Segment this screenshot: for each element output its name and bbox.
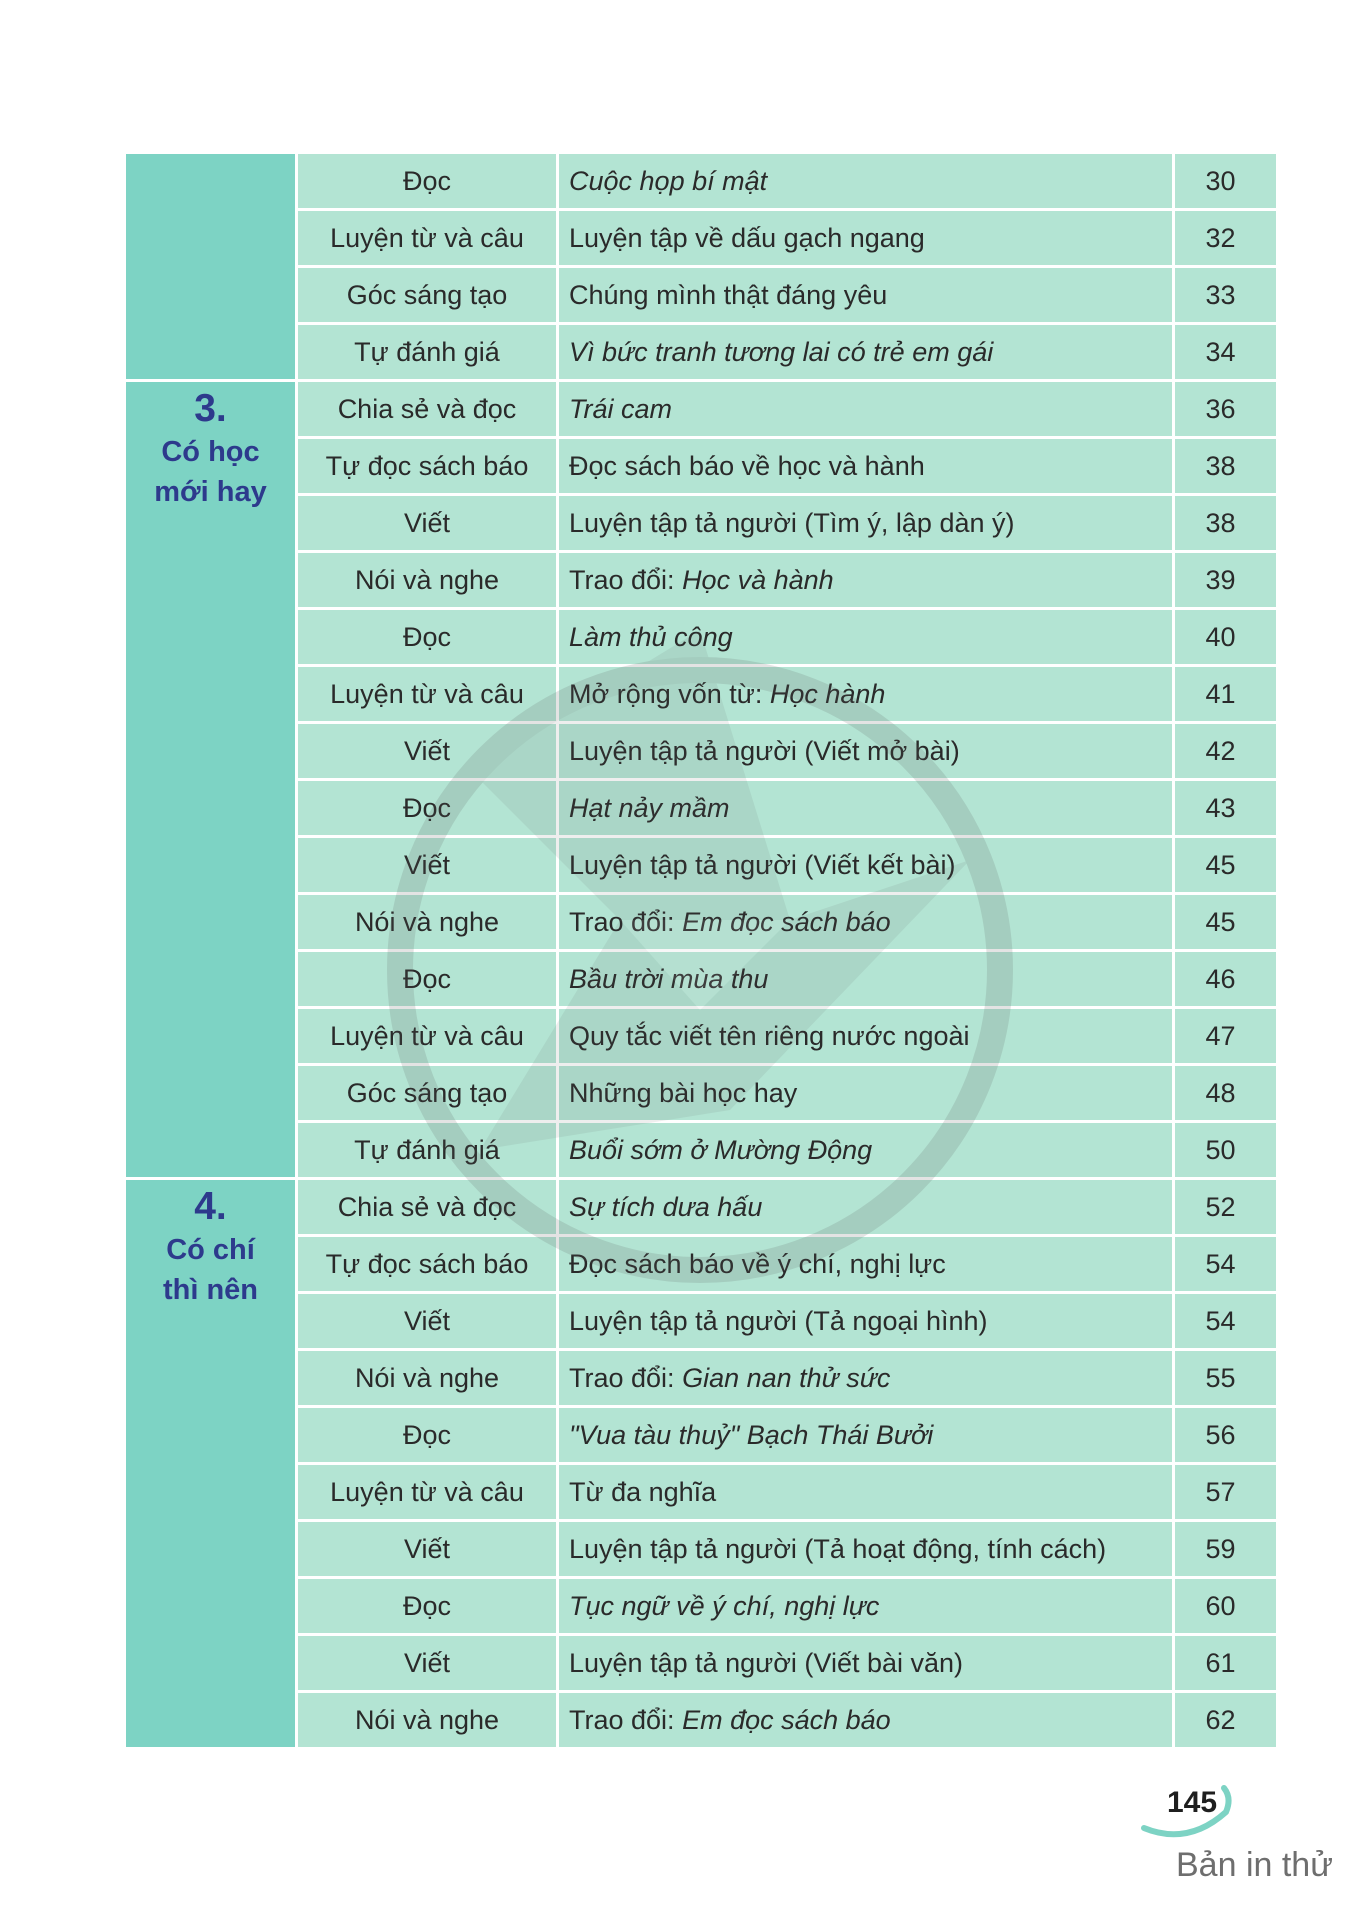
unit-title: Có chí thì nên: [162, 1234, 259, 1306]
lesson-type: Góc sáng tạo: [298, 268, 559, 322]
lesson-list: [298, 1180, 1276, 1747]
lesson-type: Luyện từ và câu: [298, 211, 559, 265]
lesson-title: [559, 1294, 1175, 1348]
lesson-title: [559, 1522, 1175, 1576]
lesson-title: [559, 1579, 1175, 1633]
page-number: 145: [1166, 1786, 1218, 1819]
lesson-page: 36: [1205, 394, 1236, 424]
lesson-title: [559, 667, 1175, 721]
lesson-title: [559, 610, 1175, 664]
lesson-page: 50: [1205, 1135, 1236, 1165]
lesson-title-italic: Bầu trời mùa thu: [569, 964, 769, 994]
draft-label: Bản in thử: [1176, 1846, 1333, 1884]
lesson-type: Viết: [298, 1294, 559, 1348]
lesson-row: [298, 1294, 1276, 1351]
table-of-contents: [126, 154, 1276, 1747]
lesson-page: 47: [1205, 1021, 1236, 1051]
lesson-type: Tự đánh giá: [298, 1123, 559, 1177]
lesson-row: [298, 1351, 1276, 1408]
lesson-type: Chia sẻ và đọc: [298, 1180, 559, 1234]
lesson-page: 38: [1205, 451, 1236, 481]
lesson-row: [298, 154, 1276, 211]
lesson-row: [298, 496, 1276, 553]
lesson-title-plain: Đọc sách báo về ý chí, nghị lực: [569, 1249, 946, 1279]
lesson-title-plain: Luyện tập tả người (Tả hoạt động, tính cách): [569, 1534, 1107, 1564]
lesson-title: [559, 1693, 1175, 1747]
lesson-title-italic: Em đọc sách báo: [682, 1705, 891, 1735]
lesson-row: [298, 724, 1276, 781]
lesson-title-plain: Từ đa nghĩa: [569, 1477, 717, 1507]
lesson-page: 57: [1205, 1477, 1236, 1507]
lesson-row: [298, 1465, 1276, 1522]
lesson-page: 54: [1205, 1249, 1236, 1279]
lesson-row: [298, 667, 1276, 724]
lesson-type: Tự đánh giá: [298, 325, 559, 379]
lesson-title: [559, 211, 1175, 265]
lesson-page: 52: [1205, 1192, 1236, 1222]
lesson-title-plain: Trao đổi:: [569, 1363, 683, 1393]
lesson-title-plain: Luyện tập về dấu gạch ngang: [569, 223, 925, 253]
lesson-type: Đọc: [298, 781, 559, 835]
lesson-title: [559, 1180, 1175, 1234]
unit-section: [126, 382, 1276, 1180]
unit-cell: [126, 382, 298, 1177]
unit-title: Có học mới hay: [154, 436, 267, 508]
lesson-title-plain: Mở rộng vốn từ:: [569, 679, 770, 709]
lesson-type: Nói và nghe: [298, 1351, 559, 1405]
lesson-page: 40: [1205, 622, 1236, 652]
lesson-title-plain: Luyện tập tả người (Viết bài văn): [569, 1648, 964, 1678]
lesson-page: 55: [1205, 1363, 1236, 1393]
lesson-type: Đọc: [298, 952, 559, 1006]
unit-cell: [126, 1180, 298, 1747]
lesson-title-italic: Sự tích dưa hấu: [569, 1192, 763, 1222]
lesson-type: Nói và nghe: [298, 1693, 559, 1747]
lesson-row: [298, 1066, 1276, 1123]
lesson-title-italic: Buổi sớm ở Mường Động: [569, 1135, 873, 1165]
lesson-page: 32: [1205, 223, 1236, 253]
lesson-row: [298, 553, 1276, 610]
lesson-page: 34: [1205, 337, 1236, 367]
lesson-title-plain: Chúng mình thật đáng yêu: [569, 280, 888, 310]
lesson-page: 30: [1205, 166, 1236, 196]
lesson-row: [298, 1522, 1276, 1579]
unit-section: [126, 1180, 1276, 1747]
lesson-type: Viết: [298, 838, 559, 892]
unit-number: 4.: [194, 1185, 227, 1228]
lesson-row: [298, 1408, 1276, 1465]
lesson-page: 48: [1205, 1078, 1236, 1108]
lesson-title: [559, 1636, 1175, 1690]
lesson-page: 60: [1205, 1591, 1236, 1621]
lesson-row: [298, 1579, 1276, 1636]
lesson-title: [559, 154, 1175, 208]
lesson-type: Tự đọc sách báo: [298, 439, 559, 493]
lesson-page: 56: [1205, 1420, 1236, 1450]
lesson-row: [298, 1180, 1276, 1237]
lesson-title: [559, 1237, 1175, 1291]
lesson-title-italic: Hạt nảy mầm: [569, 793, 730, 823]
lesson-title-italic: Học hành: [769, 679, 886, 709]
lesson-page: 41: [1205, 679, 1236, 709]
lesson-title-plain: Quy tắc viết tên riêng nước ngoài: [569, 1021, 970, 1051]
lesson-title: [559, 838, 1175, 892]
lesson-title-italic: "Vua tàu thuỷ" Bạch Thái Bưởi: [569, 1420, 934, 1450]
lesson-title-italic: Em đọc sách báo: [682, 907, 891, 937]
lesson-title: [559, 268, 1175, 322]
lesson-row: [298, 610, 1276, 667]
lesson-title: [559, 382, 1175, 436]
lesson-type: Nói và nghe: [298, 895, 559, 949]
lesson-type: Viết: [298, 1522, 559, 1576]
lesson-row: [298, 268, 1276, 325]
lesson-title-italic: Học và hành: [682, 565, 834, 595]
lesson-page: 38: [1205, 508, 1236, 538]
lesson-title: [559, 1351, 1175, 1405]
lesson-title-italic: Tục ngữ về ý chí, nghị lực: [569, 1591, 880, 1621]
lesson-title: [559, 1066, 1175, 1120]
lesson-title-italic: Gian nan thử sức: [682, 1363, 891, 1393]
unit-section: [126, 154, 1276, 382]
lesson-row: [298, 781, 1276, 838]
lesson-title: [559, 439, 1175, 493]
lesson-title-plain: Luyện tập tả người (Tả ngoại hình): [569, 1306, 988, 1336]
lesson-page: 33: [1205, 280, 1236, 310]
lesson-row: [298, 382, 1276, 439]
lesson-type: Đọc: [298, 1579, 559, 1633]
lesson-type: Luyện từ và câu: [298, 1465, 559, 1519]
lesson-title: [559, 553, 1175, 607]
lesson-title-plain: Luyện tập tả người (Viết mở bài): [569, 736, 960, 766]
lesson-title: [559, 895, 1175, 949]
lesson-row: [298, 1009, 1276, 1066]
lesson-title-plain: Đọc sách báo về học và hành: [569, 451, 925, 481]
lesson-type: Luyện từ và câu: [298, 1009, 559, 1063]
lesson-row: [298, 1237, 1276, 1294]
lesson-title: [559, 724, 1175, 778]
lesson-row: [298, 952, 1276, 1009]
lesson-row: [298, 895, 1276, 952]
lesson-row: [298, 838, 1276, 895]
lesson-row: [298, 1123, 1276, 1177]
lesson-title-italic: Trái cam: [569, 394, 673, 424]
lesson-row: [298, 325, 1276, 379]
unit-number: 3.: [194, 387, 227, 430]
lesson-title-plain: Luyện tập tả người (Tìm ý, lập dàn ý): [569, 508, 1015, 538]
lesson-list: [298, 154, 1276, 379]
lesson-page: 62: [1205, 1705, 1236, 1735]
lesson-type: Luyện từ và câu: [298, 667, 559, 721]
lesson-page: 43: [1205, 793, 1236, 823]
lesson-title: [559, 496, 1175, 550]
lesson-title: [559, 781, 1175, 835]
lesson-page: 45: [1205, 907, 1236, 937]
lesson-title-italic: Làm thủ công: [569, 622, 733, 652]
lesson-row: [298, 1693, 1276, 1747]
lesson-page: 39: [1205, 565, 1236, 595]
lesson-type: Tự đọc sách báo: [298, 1237, 559, 1291]
lesson-title: [559, 1123, 1175, 1177]
lesson-type: Viết: [298, 724, 559, 778]
lesson-type: Đọc: [298, 154, 559, 208]
lesson-page: 54: [1205, 1306, 1236, 1336]
lesson-type: Viết: [298, 1636, 559, 1690]
lesson-page: 45: [1205, 850, 1236, 880]
lesson-row: [298, 1636, 1276, 1693]
lesson-type: Góc sáng tạo: [298, 1066, 559, 1120]
lesson-title: [559, 1408, 1175, 1462]
lesson-title-plain: Những bài học hay: [569, 1078, 798, 1108]
lesson-type: Đọc: [298, 610, 559, 664]
lesson-title-italic: Vì bức tranh tương lai có trẻ em gái: [569, 337, 994, 367]
lesson-type: Viết: [298, 496, 559, 550]
lesson-page: 42: [1205, 736, 1236, 766]
lesson-page: 61: [1205, 1648, 1236, 1678]
lesson-page: 46: [1205, 964, 1236, 994]
lesson-type: Chia sẻ và đọc: [298, 382, 559, 436]
lesson-title-plain: Luyện tập tả người (Viết kết bài): [569, 850, 956, 880]
lesson-title: [559, 1009, 1175, 1063]
lesson-title-italic: Cuộc họp bí mật: [569, 166, 768, 196]
unit-cell: [126, 154, 298, 379]
lesson-title: [559, 1465, 1175, 1519]
lesson-title-plain: Trao đổi:: [569, 565, 683, 595]
lesson-list: [298, 382, 1276, 1177]
lesson-title: [559, 952, 1175, 1006]
lesson-title-plain: Trao đổi:: [569, 907, 683, 937]
lesson-row: [298, 211, 1276, 268]
lesson-type: Nói và nghe: [298, 553, 559, 607]
lesson-title: [559, 325, 1175, 379]
lesson-type: Đọc: [298, 1408, 559, 1462]
lesson-title-plain: Trao đổi:: [569, 1705, 683, 1735]
lesson-row: [298, 439, 1276, 496]
lesson-page: 59: [1205, 1534, 1236, 1564]
